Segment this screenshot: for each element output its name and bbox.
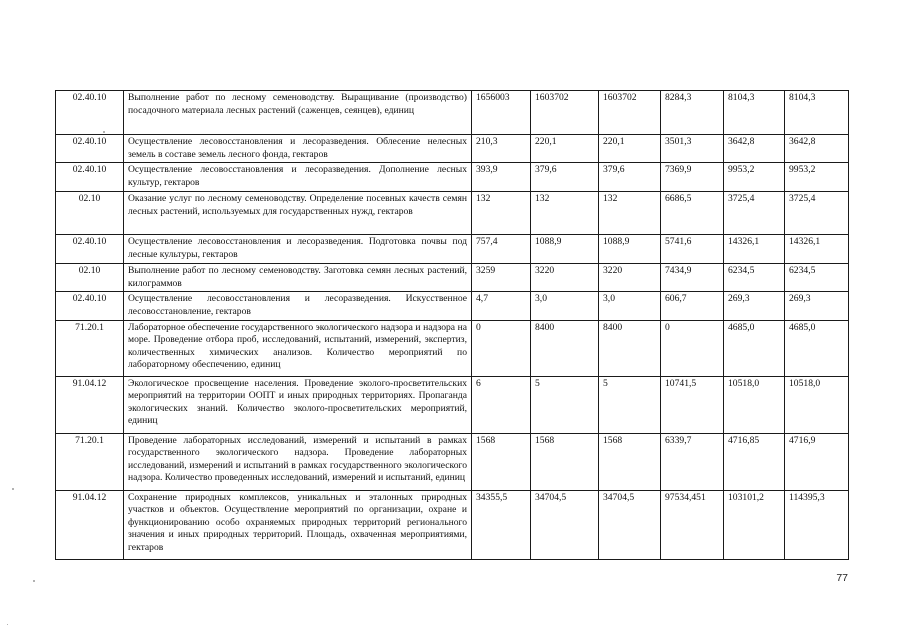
table-row	[56, 163, 849, 192]
scan-speck	[33, 580, 35, 582]
okved-code-cell: 02.40.10	[56, 235, 124, 264]
okved-code-cell: 91.04.12	[56, 490, 124, 559]
value-cell: 4,7	[472, 292, 531, 320]
value-cell: 9953,2	[785, 163, 849, 192]
service-description-cell: Оказание услуг по лесному семеноводству. Определение посевных качеств семян лесных растений, используемых для государственных нужд, гектаров	[124, 192, 472, 235]
value-cell: 34704,5	[531, 490, 599, 559]
table-row	[56, 490, 849, 559]
service-description-cell: Выполнение работ по лесному семеноводству. Выращивание (производство) посадочного материала лесных растений (саженцев, сеянцев), единиц	[124, 91, 472, 135]
table-row	[56, 235, 849, 264]
value-cell: 7369,9	[661, 163, 724, 192]
value-cell: 3,0	[599, 292, 661, 320]
okved-code-cell: 02.40.10	[56, 292, 124, 320]
value-cell: 8400	[599, 320, 661, 376]
value-cell: 1088,9	[599, 235, 661, 264]
services-table	[55, 90, 849, 560]
okved-code-cell: 02.10	[56, 264, 124, 292]
value-cell: 1568	[531, 433, 599, 490]
value-cell: 132	[599, 192, 661, 235]
value-cell: 3725,4	[724, 192, 785, 235]
value-cell: 210,3	[472, 135, 531, 163]
value-cell: 1603702	[531, 91, 599, 135]
table-row	[56, 320, 849, 376]
service-description-cell: Осуществление лесовосстановления и лесоразведения. Искусственное лесовосстановление, гектаров	[124, 292, 472, 320]
value-cell: 10741,5	[661, 376, 724, 433]
service-description-cell: Проведение лабораторных исследований, измерений и испытаний в рамках государственного экологического надзора. Проведение лабораторных исследований, измерений и испытаний в рамках государственного экологического надзора. Количество проведенных исследований, измерений и испытаний, единиц	[124, 433, 472, 490]
service-description-cell: Выполнение работ по лесному семеноводству. Заготовка семян лесных растений, килограммов	[124, 264, 472, 292]
value-cell: 4716,9	[785, 433, 849, 490]
value-cell: 5741,6	[661, 235, 724, 264]
value-cell: 103101,2	[724, 490, 785, 559]
value-cell: 379,6	[531, 163, 599, 192]
page-number: 77	[836, 572, 848, 584]
okved-code-cell: 02.10	[56, 192, 124, 235]
okved-code-cell: 71.20.1	[56, 320, 124, 376]
okved-code-cell: 02.40.10	[56, 163, 124, 192]
value-cell: 8104,3	[785, 91, 849, 135]
value-cell: 5	[599, 376, 661, 433]
value-cell: 1568	[599, 433, 661, 490]
value-cell: 4685,0	[724, 320, 785, 376]
value-cell: 1656003	[472, 91, 531, 135]
value-cell: 3259	[472, 264, 531, 292]
value-cell: 1568	[472, 433, 531, 490]
value-cell: 132	[531, 192, 599, 235]
value-cell: 220,1	[599, 135, 661, 163]
value-cell: 7434,9	[661, 264, 724, 292]
value-cell: 114395,3	[785, 490, 849, 559]
table-row	[56, 91, 849, 135]
value-cell: 5	[531, 376, 599, 433]
value-cell: 8400	[531, 320, 599, 376]
service-description-cell: Осуществление лесовосстановления и лесоразведения. Дополнение лесных культур, гектаров	[124, 163, 472, 192]
value-cell: 6339,7	[661, 433, 724, 490]
value-cell: 6686,5	[661, 192, 724, 235]
scan-speck	[12, 488, 14, 490]
value-cell: 6	[472, 376, 531, 433]
value-cell: 269,3	[785, 292, 849, 320]
value-cell: 3,0	[531, 292, 599, 320]
table-body	[56, 91, 849, 560]
table-row	[56, 376, 849, 433]
value-cell: 3642,8	[785, 135, 849, 163]
value-cell: 6234,5	[724, 264, 785, 292]
value-cell: 0	[661, 320, 724, 376]
value-cell: 3501,3	[661, 135, 724, 163]
value-cell: 0	[472, 320, 531, 376]
value-cell: 4685,0	[785, 320, 849, 376]
value-cell: 3220	[531, 264, 599, 292]
scan-speck	[7, 624, 8, 625]
value-cell: 3220	[599, 264, 661, 292]
table-row	[56, 192, 849, 235]
value-cell: 606,7	[661, 292, 724, 320]
okved-code-cell: 91.04.12	[56, 376, 124, 433]
okved-code-cell: 02.40.10	[56, 91, 124, 135]
value-cell: 14326,1	[724, 235, 785, 264]
okved-code-cell: 71.20.1	[56, 433, 124, 490]
value-cell: 10518,0	[785, 376, 849, 433]
service-description-cell: Экологическое просвещение населения. Проведение эколого-просветительских мероприятий на территории ООПТ и иных природных территориях. Пропаганда экологических знаний. Количество эколого-просветительских мероприятий, единиц	[124, 376, 472, 433]
scan-speck	[103, 131, 105, 133]
service-description-cell: Сохранение природных комплексов, уникальных и эталонных природных участков и объектов. Осуществление мероприятий по организации, охране и функционированию особо охраняемых природных территорий регионального значения и иных природных территорий. Площадь, охваченная мероприятиями, гектаров	[124, 490, 472, 559]
service-description-cell: Осуществление лесовосстановления и лесоразведения. Подготовка почвы под лесные культуры, гектаров	[124, 235, 472, 264]
value-cell: 14326,1	[785, 235, 849, 264]
value-cell: 9953,2	[724, 163, 785, 192]
okved-code-cell: 02.40.10	[56, 135, 124, 163]
value-cell: 34704,5	[599, 490, 661, 559]
value-cell: 4716,85	[724, 433, 785, 490]
value-cell: 269,3	[724, 292, 785, 320]
table-row	[56, 433, 849, 490]
value-cell: 1088,9	[531, 235, 599, 264]
value-cell: 6234,5	[785, 264, 849, 292]
value-cell: 8284,3	[661, 91, 724, 135]
table-row	[56, 264, 849, 292]
value-cell: 10518,0	[724, 376, 785, 433]
value-cell: 34355,5	[472, 490, 531, 559]
value-cell: 757,4	[472, 235, 531, 264]
value-cell: 3642,8	[724, 135, 785, 163]
value-cell: 393,9	[472, 163, 531, 192]
table-row	[56, 292, 849, 320]
value-cell: 97534,451	[661, 490, 724, 559]
service-description-cell: Осуществление лесовосстановления и лесоразведения. Облесение нелесных земель в составе земель лесного фонда, гектаров	[124, 135, 472, 163]
value-cell: 132	[472, 192, 531, 235]
value-cell: 3725,4	[785, 192, 849, 235]
service-description-cell: Лабораторное обеспечение государственного экологического надзора и надзора на море. Проведение отбора проб, исследований, испытаний, измерений, экспертиз, количественных химических анализов. Количество мероприятий по лабораторному обеспечению, единиц	[124, 320, 472, 376]
table-row	[56, 135, 849, 163]
value-cell: 1603702	[599, 91, 661, 135]
value-cell: 379,6	[599, 163, 661, 192]
value-cell: 8104,3	[724, 91, 785, 135]
value-cell: 220,1	[531, 135, 599, 163]
